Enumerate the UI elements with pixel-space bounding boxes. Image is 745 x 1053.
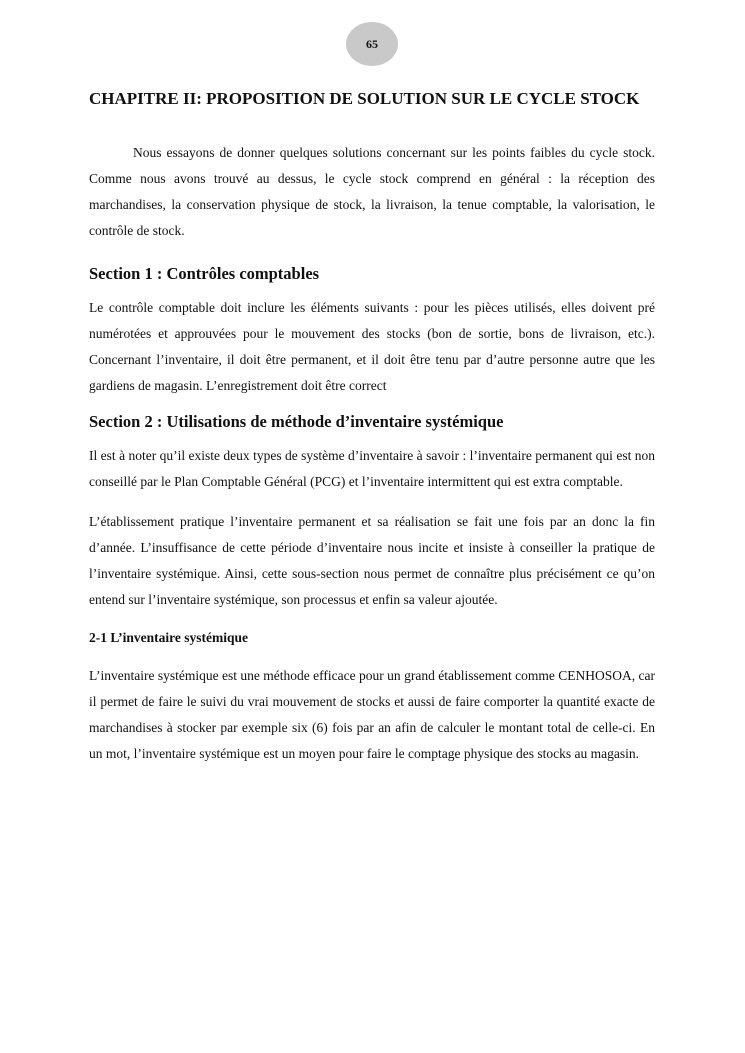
page-number-badge	[346, 22, 398, 66]
chapter-title: CHAPITRE II: PROPOSITION DE SOLUTION SUR LE CYCLE STOCK	[89, 89, 640, 108]
subsection-2-1-paragraph: L’inventaire systémique est une méthode efficace pour un grand établissement comme CENHOSOA, car il permet de faire le suivi du vrai mouvement de stocks et aussi de faire comporter la quantité exacte de marchandises à stocker par exemple six (6) fois par an afin de calculer le montant total de celle-ci. En un mot, l’inventaire systémique est un moyen pour faire le comptage physique des stocks au magasin.	[89, 668, 655, 761]
subsection-2-1-title: 2-1 L’inventaire systémique	[89, 630, 249, 645]
section-1-paragraph: Le contrôle comptable doit inclure les éléments suivants : pour les pièces utilisés, elles doivent pré numérotées et approuvées pour le mouvement des stocks (bon de sortie, bons de livraison, etc.). Concernant l’inventaire, il doit être permanent, et il doit être tenu par d’autre personne autre que les gardiens de magasin. L’enregistrement doit être correct	[89, 300, 655, 393]
section-2-title: Section 2 : Utilisations de méthode d’inventaire systémique	[89, 412, 504, 431]
section-2-paragraph-2: L’établissement pratique l’inventaire permanent et sa réalisation se fait une fois par an donc la fin d’année. L’insuffisance de cette période d’inventaire nous incite et insiste à conseiller la pratique de l’inventaire systémique. Ainsi, cette sous-section nous permet de connaître plus précisément ce qu’on entend sur l’inventaire systémique, son processus et enfin sa valeur ajoutée.	[89, 514, 655, 607]
intro-paragraph: Nous essayons de donner quelques solutions concernant sur les points faibles du cycle stock. Comme nous avons trouvé au dessus, le cycle stock comprend en général : la réception des marchandises, la conservation physique de stock, la livraison, la tenue comptable, la valorisation, le contrôle de stock.	[89, 145, 655, 238]
page-number: 65	[366, 36, 378, 51]
section-1-title: Section 1 : Contrôles comptables	[89, 264, 320, 283]
document-body	[89, 84, 655, 767]
section-2-paragraph-1: Il est à noter qu’il existe deux types de système d’inventaire à savoir : l’inventaire permanent qui est non conseillé par le Plan Comptable Général (PCG) et l’inventaire intermittent qui est extra comptable.	[89, 448, 655, 489]
